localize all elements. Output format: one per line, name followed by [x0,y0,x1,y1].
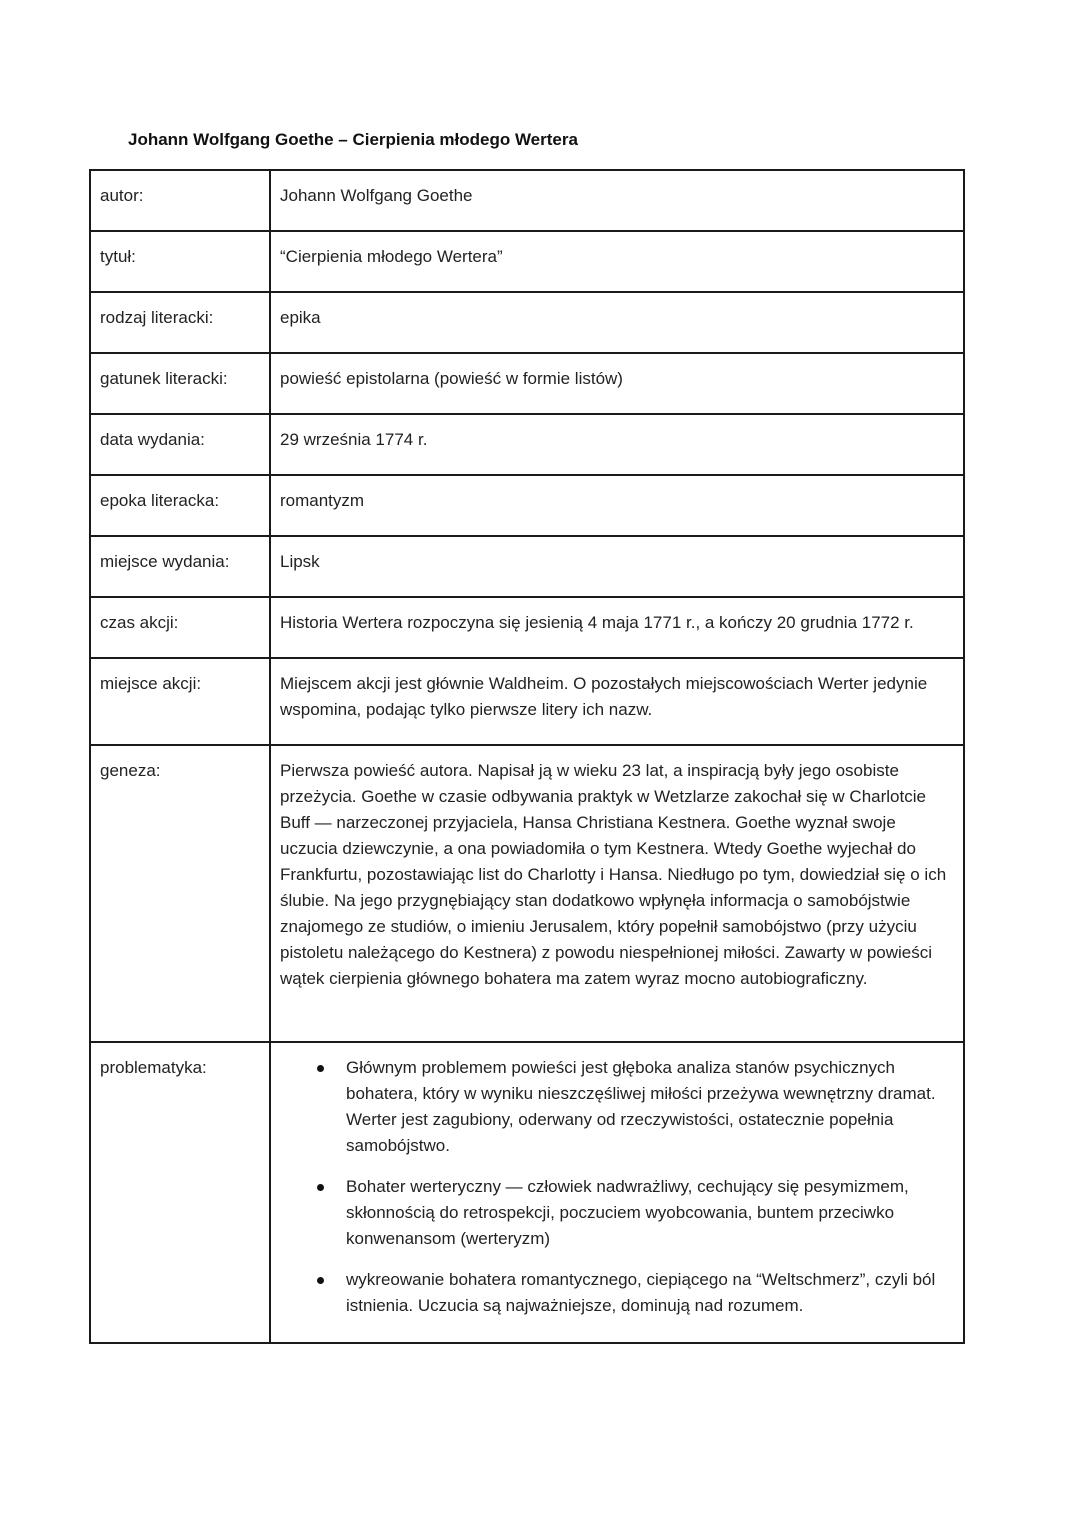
table-row-rodzaj-literacki [90,292,964,353]
list-item-text: wykreowanie bohatera romantycznego, ciepiącego na “Weltschmerz”, czyli ból istnienia. Uczucia są najważniejsze, dominują nad rozumem. [346,1270,936,1315]
row-value: powieść epistolarna (powieść w formie listów) [270,353,964,414]
table-row-problematyka [90,1042,964,1343]
problematyka-list [280,1055,954,1319]
bullet-icon [317,1277,324,1284]
list-item [280,1055,954,1159]
table-row-gatunek-literacki [90,353,964,414]
table-row-czas-akcji [90,597,964,658]
row-label: data wydania: [90,414,270,475]
row-value: romantyzm [270,475,964,536]
bullet-icon [317,1065,324,1072]
row-value: Miejscem akcji jest głównie Waldheim. O pozostałych miejscowościach Werter jedynie wspomina, podając tylko pierwsze litery ich nazw. [270,658,964,745]
row-value: 29 września 1774 r. [270,414,964,475]
table-row-epoka-literacka [90,475,964,536]
row-value: “Cierpienia młodego Wertera” [270,231,964,292]
row-label: rodzaj literacki: [90,292,270,353]
row-label: autor: [90,170,270,231]
row-value: Historia Wertera rozpoczyna się jesienią 4 maja 1771 r., a kończy 20 grudnia 1772 r. [270,597,964,658]
row-label: tytuł: [90,231,270,292]
row-label: gatunek literacki: [90,353,270,414]
row-value: epika [270,292,964,353]
row-label: miejsce akcji: [90,658,270,745]
table-row-geneza [90,745,964,1042]
row-value [270,1042,964,1343]
row-value: Pierwsza powieść autora. Napisał ją w wieku 23 lat, a inspiracją były jego osobiste przeżycia. Goethe w czasie odbywania praktyk w Wetzlarze zakochał się w Charlotcie Buff — narzeczonej przyjaciela, Hansa Christiana Kestnera. Goethe wyznał swoje uczucia dziewczynie, a ona powiadomiła o tym Kestnera. Wtedy Goethe wyjechał do Frankfurtu, pozostawiając list do Charlotty i Hansa. Niedługo po tym, dowiedział się o ich ślubie. Na jego przygnębiający stan dodatkowo wpłynęła informacja o samobójstwie znajomego ze studiów, o imieniu Jerusalem, który popełnił samobójstwo (przy użyciu pistoletu należącego do Kestnera) z powodu niespełnionej miłości. Zawarty w powieści wątek cierpienia głównego bohatera ma zatem wyraz mocno autobiograficzny. [270,745,964,1042]
list-item-text: Bohater werteryczny — człowiek nadwrażliwy, cechujący się pesymizmem, skłonnością do retrospekcji, poczuciem wyobcowania, buntem przeciwko konwenansom (werteryzm) [346,1177,909,1248]
list-item [280,1174,954,1252]
list-item-text: Głównym problemem powieści jest głęboka analiza stanów psychicznych bohatera, który w wyniku nieszczęśliwej miłości przeżywa wewnętrzny dramat. Werter jest zagubiony, oderwany od rzeczywistości, ostatecznie popełnia samobójstwo. [346,1058,936,1155]
table-row-tytul [90,231,964,292]
info-table [89,169,965,1344]
table-row-miejsce-akcji [90,658,964,745]
table-row-data-wydania [90,414,964,475]
document-title: Johann Wolfgang Goethe – Cierpienia młodego Wertera [128,130,578,149]
row-label: problematyka: [90,1042,270,1343]
row-label: epoka literacka: [90,475,270,536]
table-row-autor [90,170,964,231]
table-row-miejsce-wydania [90,536,964,597]
list-item [280,1267,954,1319]
row-label: miejsce wydania: [90,536,270,597]
row-value: Johann Wolfgang Goethe [270,170,964,231]
row-label: czas akcji: [90,597,270,658]
row-label: geneza: [90,745,270,1042]
row-value: Lipsk [270,536,964,597]
bullet-icon [317,1184,324,1191]
